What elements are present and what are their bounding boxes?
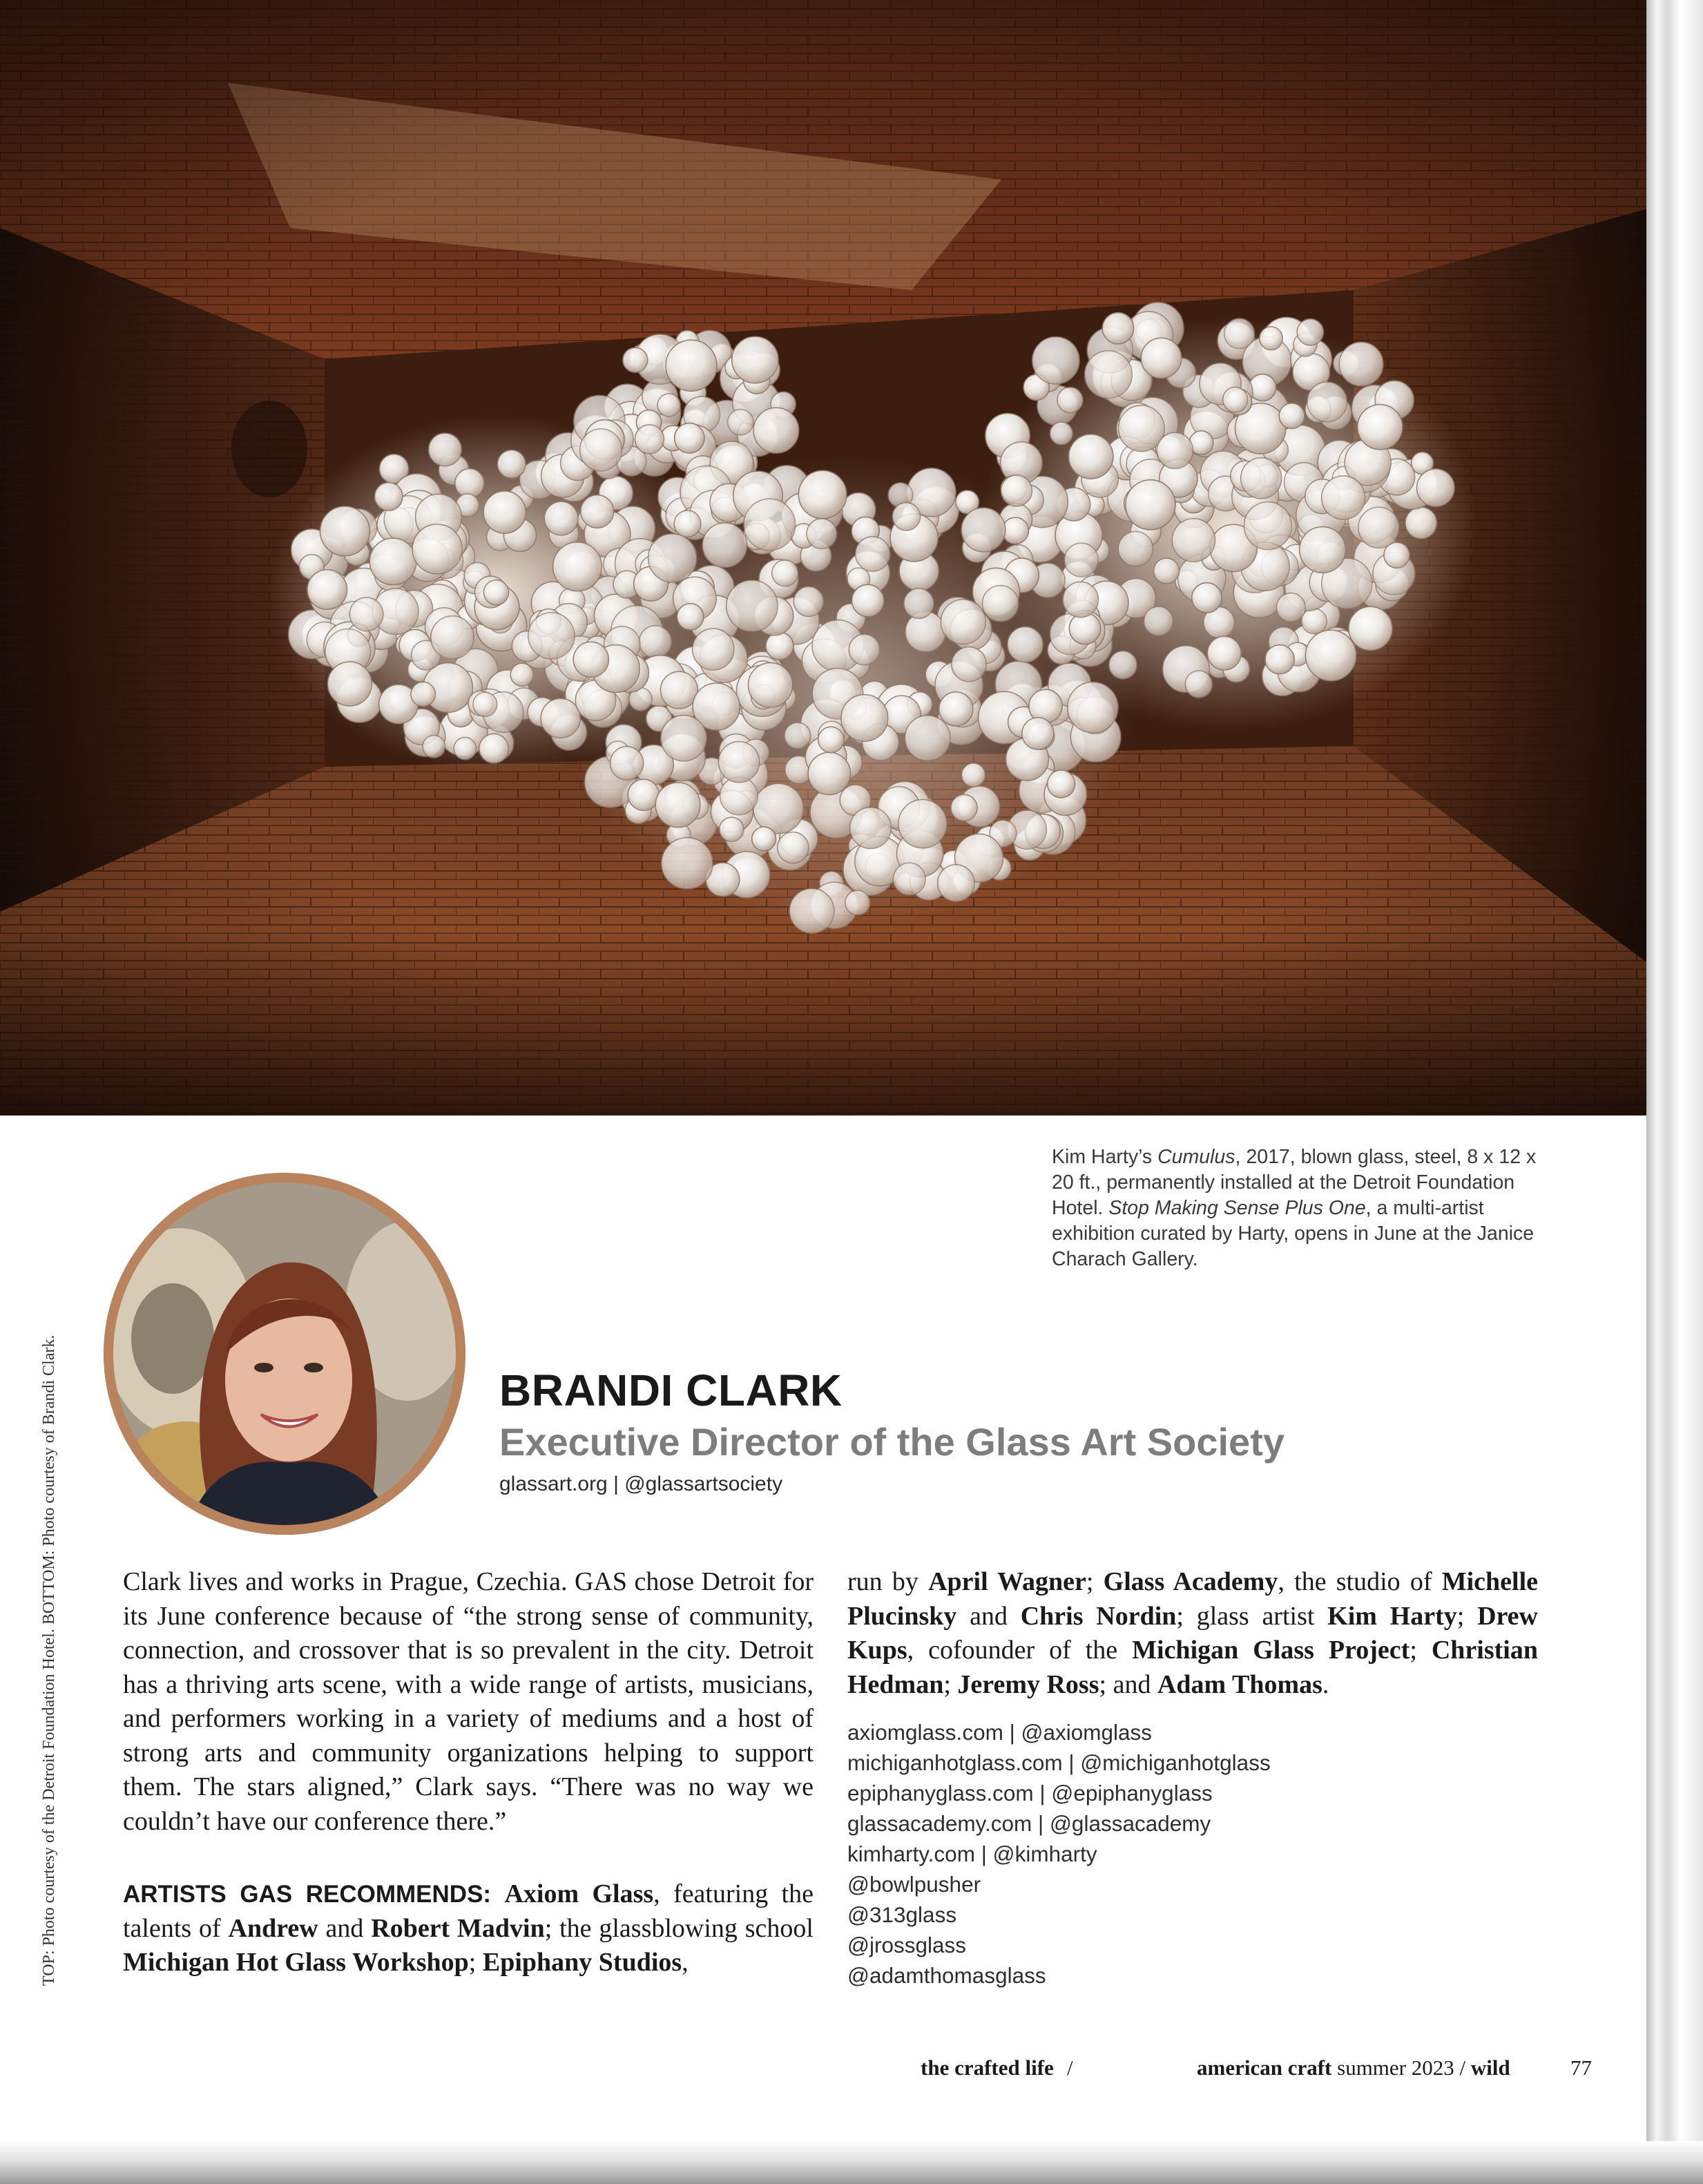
- artist-link: @bowlpusher: [847, 1872, 981, 1897]
- artist-links-list: [847, 1717, 1538, 1991]
- footer-issue-info: american craft summer 2023 / wild: [1197, 2056, 1510, 2080]
- artist-link: michiganhotglass.com | @michiganhotglass: [847, 1750, 1271, 1775]
- article-column-left: [123, 1565, 814, 1980]
- profile-name: BRANDI CLARK: [499, 1366, 843, 1415]
- artwork-title: Cumulus: [1157, 1146, 1235, 1168]
- artist-link: @313glass: [847, 1902, 957, 1927]
- artist-link: glassacademy.com | @glassacademy: [847, 1811, 1211, 1836]
- page-number: 77: [1570, 2056, 1592, 2080]
- artist-link: @jrossglass: [847, 1933, 967, 1957]
- cumulus-installation-image: [0, 0, 1653, 1115]
- artist-link: kimharty.com | @kimharty: [847, 1841, 1097, 1866]
- artist-link: axiomglass.com | @axiomglass: [847, 1720, 1153, 1745]
- scan-page-edge: [1646, 0, 1703, 2184]
- hero-photo: [0, 0, 1653, 1115]
- artist-link: @adamthomasglass: [847, 1963, 1046, 1988]
- recommends-continued: run by April Wagner; Glass Academy, the studio of Michelle Plucinsky and Chris Nordin; glass artist Kim Harty; Drew Kups, cofounder of the Michigan Glass Project; Christian Hedman; Jeremy Ross; and Adam Thomas.: [847, 1567, 1539, 1699]
- photo-credit: TOP: Photo courtesy of the Detroit Foundation Hotel. BOTTOM: Photo courtesy of Brandi Clark.: [40, 1334, 58, 1986]
- recommends-paragraph: ARTISTS GAS RECOMMENDS: Axiom Glass, featuring the talents of Andrew and Robert Madvin; the glassblowing school Michigan Hot Glass Workshop; Epiphany Studios,: [123, 1879, 814, 1977]
- recommends-heading: ARTISTS GAS RECOMMENDS:: [123, 1881, 492, 1908]
- intro-paragraph: Clark lives and works in Prague, Czechia. GAS chose Detroit for its June conference because of “the strong sense of community, connection, and crossover that is so prevalent in the city. Detroit has a thriving arts scene, with a wide range of artists, musicians, and performers working in a variety of mediums and a host of strong arts and community organizations helping to support them. The stars aligned,” Clark says. “There was no way we couldn’t have our conference there.”: [123, 1567, 814, 1836]
- exhibition-title: Stop Making Sense Plus One: [1108, 1197, 1366, 1219]
- profile-title: Executive Director of the Glass Art Society: [499, 1420, 1285, 1464]
- footer-section-name: the crafted life: [921, 2056, 1054, 2080]
- scan-bottom-shadow: [0, 2141, 1703, 2184]
- artist-link: epiphanyglass.com | @epiphanyglass: [847, 1781, 1213, 1805]
- article-column-right: [847, 1565, 1538, 1991]
- portrait-frame: [104, 1173, 465, 1535]
- profile-links: glassart.org | @glassartsociety: [499, 1473, 783, 1495]
- photo-caption: Kim Harty’s Cumulus, 2017, blown glass, steel, 8 x 12 x 20 ft., permanently installed at the Detroit Foundation Hotel. Stop Making Sense Plus One, a multi-artist exhibition curated by Harty, opens in June at the Janice Charach Gallery.: [1052, 1146, 1537, 1270]
- footer-divider: /: [1067, 2056, 1073, 2080]
